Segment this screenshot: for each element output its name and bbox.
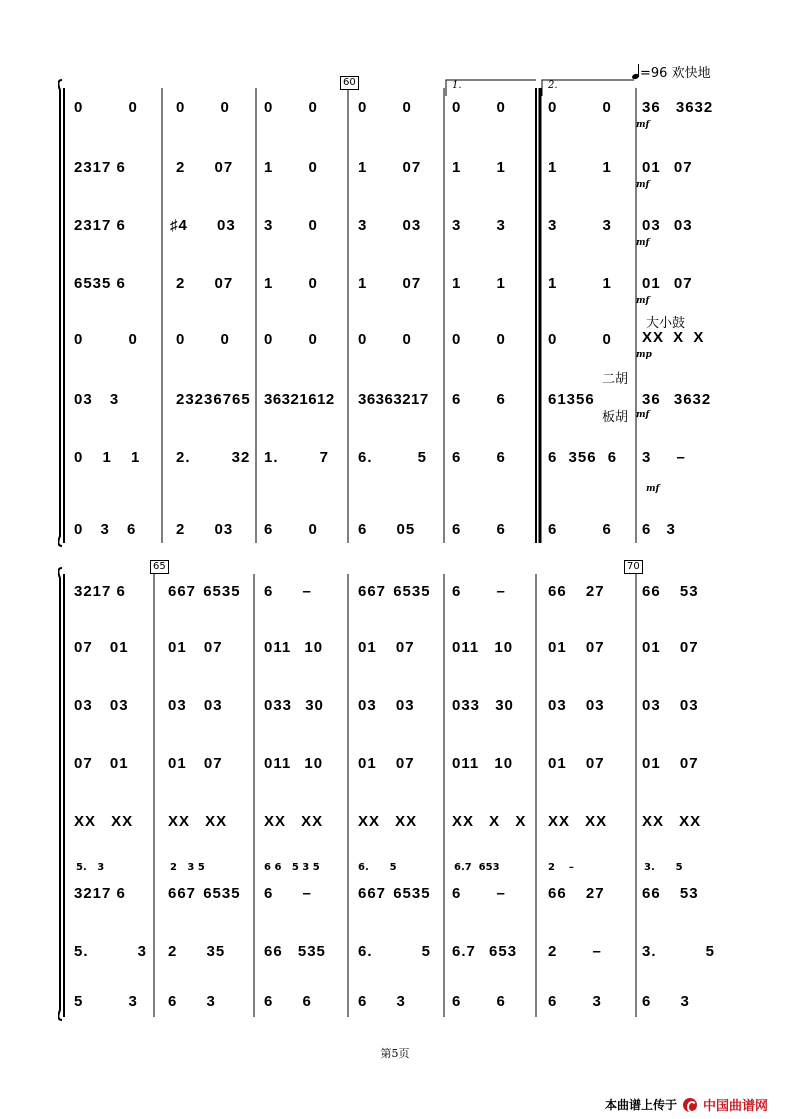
s2-r5-above-m6: 2 – xyxy=(548,862,574,873)
s2-r6-m1: 5. 3 xyxy=(74,943,148,960)
s1-r7-m6: 6 6 xyxy=(548,521,612,538)
s1-r6-m7: 3 – xyxy=(642,449,686,466)
s2-r5-m4: 667 6535 xyxy=(358,885,431,902)
s2-r0-m4: 667 6535 xyxy=(358,583,431,600)
s2-r1-m2: 01 07 xyxy=(168,639,223,656)
s2-r6-m4: 6. 5 xyxy=(358,943,432,960)
s1-r3-m2: 2 07 xyxy=(176,275,234,292)
score-system-1 xyxy=(58,78,738,548)
s2-r0-m7: 66 53 xyxy=(642,583,699,600)
s2-r0-m5: 6 – xyxy=(452,583,506,600)
s2-r4-m2: XX XX xyxy=(168,813,228,830)
quarter-note-icon xyxy=(632,65,640,79)
label-drum: 大小鼓 xyxy=(646,316,686,331)
s2-r5-m5: 6 – xyxy=(452,885,506,902)
s1-r7-m5: 6 6 xyxy=(452,521,506,538)
s1-r3-m7: 01 07 xyxy=(642,275,693,292)
s2-r4-m7: XX XX xyxy=(642,813,702,830)
system-1-lines xyxy=(58,78,738,548)
s2-r5-above-m4: 6. 5 xyxy=(358,862,397,873)
s2-r6-m2: 2 35 xyxy=(168,943,226,960)
s2-r4-m6: XX XX xyxy=(548,813,608,830)
dynamic-mp: mp xyxy=(636,350,652,360)
s2-r0-m2: 667 6535 xyxy=(168,583,241,600)
s1-r2-m1: 2317 6 xyxy=(74,217,126,234)
s2-r7-m6: 6 3 xyxy=(548,993,602,1010)
tempo-word: 欢快地 xyxy=(671,66,711,81)
s2-r5-m3: 6 – xyxy=(264,885,312,902)
dynamic-mf-6: mf xyxy=(646,484,660,494)
s2-r7-m1: 5 3 xyxy=(74,993,138,1010)
s1-r6-m1: 0 1 1 xyxy=(74,449,141,466)
s1-r6-m3: 1. 7 xyxy=(264,449,330,466)
s2-r4-m4: XX XX xyxy=(358,813,418,830)
s2-r1-m6: 01 07 xyxy=(548,639,605,656)
s2-r2-m5: 033 30 xyxy=(452,697,514,714)
s2-r0-m6: 66 27 xyxy=(548,583,605,600)
s2-r7-m5: 6 6 xyxy=(452,993,506,1010)
s2-r5-above-m7: 3. 5 xyxy=(644,862,683,873)
s1-r4-m6: 0 0 xyxy=(548,331,612,348)
s1-r0-m7: 36 3632 xyxy=(642,99,714,116)
s2-r1-m4: 01 07 xyxy=(358,639,415,656)
s2-r1-m5: 011 10 xyxy=(452,639,514,656)
s2-r2-m2: 03 03 xyxy=(168,697,223,714)
footer-site-link[interactable]: 中国曲谱网 xyxy=(702,1099,768,1114)
s2-r3-m3: 011 10 xyxy=(264,755,324,772)
label-erhu: 二胡 xyxy=(602,372,629,387)
s1-r3-m3: 1 0 xyxy=(264,275,318,292)
s2-r4-m3: XX XX xyxy=(264,813,324,830)
s2-r5-m7: 66 53 xyxy=(642,885,699,902)
s1-r4-m4: 0 0 xyxy=(358,331,412,348)
s2-r2-m1: 03 03 xyxy=(74,697,129,714)
s1-r5-m1: 03 3 xyxy=(74,391,120,408)
s1-r2-m5: 3 3 xyxy=(452,217,506,234)
s1-r1-m3: 1 0 xyxy=(264,159,318,176)
s1-r5-m6: 61356 xyxy=(548,391,595,408)
s2-r2-m3: 033 30 xyxy=(264,697,324,714)
s2-r3-m7: 01 07 xyxy=(642,755,699,772)
s1-r2-m4: 3 03 xyxy=(358,217,422,234)
s1-r3-m6: 1 1 xyxy=(548,275,612,292)
dynamic-mf-1: mf xyxy=(636,120,650,130)
volta-1: 1. xyxy=(452,80,462,91)
measure-number-70: 70 xyxy=(624,560,643,574)
s2-r1-m3: 011 10 xyxy=(264,639,324,656)
s1-r2-m6: 3 3 xyxy=(548,217,612,234)
s1-r5-m3: 36321612 xyxy=(264,391,335,408)
s2-r6-m7: 3. 5 xyxy=(642,943,716,960)
s1-r1-m2: 2 07 xyxy=(176,159,234,176)
s1-r6-m2: 2. 32 xyxy=(176,449,251,466)
s1-r1-m6: 1 1 xyxy=(548,159,612,176)
tempo-value: =96 xyxy=(640,66,668,81)
dynamic-mf-3: mf xyxy=(636,238,650,248)
label-banhu: 板胡 xyxy=(602,410,629,425)
s1-r5-m7: 36 3632 xyxy=(642,391,712,408)
s2-r5-m1: 3217 6 xyxy=(74,885,126,902)
s2-r6-m3: 66 535 xyxy=(264,943,326,960)
s1-r7-m4: 6 05 xyxy=(358,521,416,538)
s1-r6-m4: 6. 5 xyxy=(358,449,428,466)
s1-r4-m5: 0 0 xyxy=(452,331,506,348)
s1-r3-m5: 1 1 xyxy=(452,275,506,292)
s2-r1-m1: 07 01 xyxy=(74,639,129,656)
s1-r0-m5: 0 0 xyxy=(452,99,506,116)
s1-r6-m5: 6 6 xyxy=(452,449,506,466)
dynamic-mf-4: mf xyxy=(636,296,650,306)
s1-r5-m2: 23236765 xyxy=(176,391,251,408)
s1-r3-m4: 1 07 xyxy=(358,275,422,292)
s1-r4-m1: 0 0 xyxy=(74,331,138,348)
s1-r3-m1: 6535 6 xyxy=(74,275,126,292)
s2-r6-m6: 2 – xyxy=(548,943,602,960)
measure-number-60: 60 xyxy=(340,76,359,90)
s1-r7-m1: 0 3 6 xyxy=(74,521,137,538)
s2-r3-m1: 07 01 xyxy=(74,755,129,772)
s2-r0-m3: 6 – xyxy=(264,583,312,600)
dynamic-mf-2: mf xyxy=(636,180,650,190)
dynamic-mf-5: mf xyxy=(636,410,650,420)
s2-r7-m7: 6 3 xyxy=(642,993,690,1010)
s2-r5-m2: 667 6535 xyxy=(168,885,241,902)
s1-r0-m6: 0 0 xyxy=(548,99,612,116)
s1-r0-m4: 0 0 xyxy=(358,99,412,116)
site-logo-icon xyxy=(683,1098,697,1112)
s1-r1-m4: 1 07 xyxy=(358,159,422,176)
s1-r4-m7: XX X X xyxy=(642,329,705,346)
s2-r4-m1: XX XX xyxy=(74,813,134,830)
s2-r3-m4: 01 07 xyxy=(358,755,415,772)
s1-r1-m5: 1 1 xyxy=(452,159,506,176)
s1-r1-m1: 2317 6 xyxy=(74,159,126,176)
s2-r6-m5: 6.7 653 xyxy=(452,943,518,960)
s2-r5-above-m3: 6 6 5 3 5 xyxy=(264,862,320,873)
s1-r0-m3: 0 0 xyxy=(264,99,318,116)
s2-r3-m5: 011 10 xyxy=(452,755,514,772)
s1-r0-m1: 0 0 xyxy=(74,99,138,116)
s2-r4-m5: XX X X xyxy=(452,813,527,830)
footer xyxy=(605,1095,768,1114)
s1-r2-m7: 03 03 xyxy=(642,217,693,234)
s2-r7-m3: 6 6 xyxy=(264,993,312,1010)
s2-r3-m6: 01 07 xyxy=(548,755,605,772)
s1-r6-m6: 6 356 6 xyxy=(548,449,618,466)
s1-r5-m5: 6 6 xyxy=(452,391,506,408)
page-number: 第5页 xyxy=(380,1047,410,1060)
s2-r2-m6: 03 03 xyxy=(548,697,605,714)
s2-r7-m4: 6 3 xyxy=(358,993,406,1010)
s2-r1-m7: 01 07 xyxy=(642,639,699,656)
s1-r1-m7: 01 07 xyxy=(642,159,693,176)
s2-r2-m7: 03 03 xyxy=(642,697,699,714)
s2-r3-m2: 01 07 xyxy=(168,755,223,772)
s1-r2-m2: ♯4 03 xyxy=(170,217,236,234)
s2-r2-m4: 03 03 xyxy=(358,697,415,714)
s2-r0-m1: 3217 6 xyxy=(74,583,126,600)
s1-r7-m2: 2 03 xyxy=(176,521,234,538)
s2-r5-m6: 66 27 xyxy=(548,885,605,902)
s1-r2-m3: 3 0 xyxy=(264,217,318,234)
s1-r7-m3: 6 0 xyxy=(264,521,318,538)
s1-r7-m7: 6 3 xyxy=(642,521,676,538)
s2-r7-m2: 6 3 xyxy=(168,993,216,1010)
s1-r5-m4: 36363217 xyxy=(358,391,429,408)
s2-r5-above-m5: 6.7 653 xyxy=(454,862,500,873)
footer-text: 本曲谱上传于 xyxy=(604,1098,677,1112)
s2-r5-above-m1: 5. 3 xyxy=(76,862,105,873)
s2-r5-above-m2: 2 3 5 xyxy=(170,862,205,873)
s1-r4-m2: 0 0 xyxy=(176,331,230,348)
measure-number-65: 65 xyxy=(150,560,169,574)
volta-2: 2. xyxy=(548,80,558,91)
s1-r0-m2: 0 0 xyxy=(176,99,230,116)
s1-r4-m3: 0 0 xyxy=(264,331,318,348)
